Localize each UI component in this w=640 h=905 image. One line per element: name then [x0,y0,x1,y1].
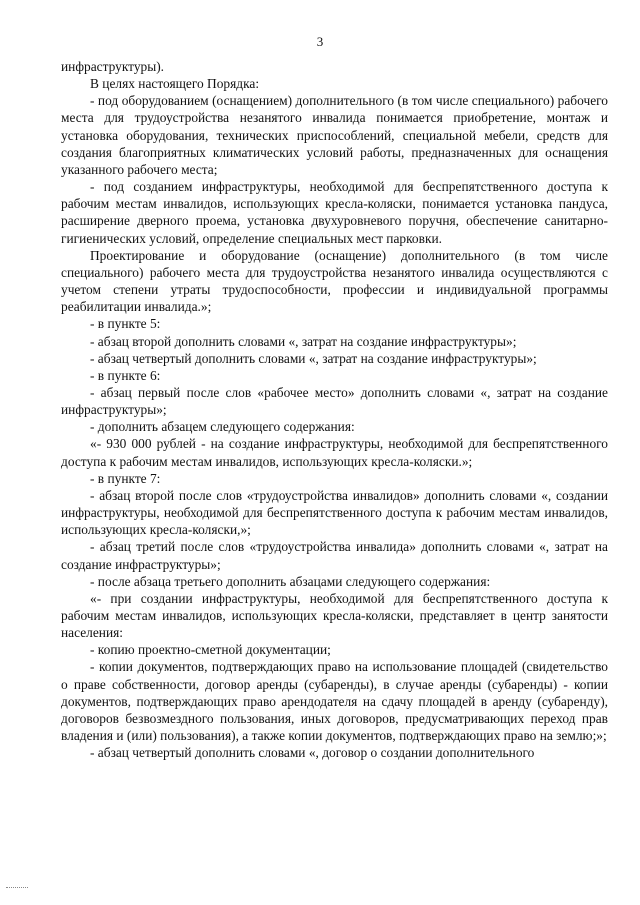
paragraph: - дополнить абзацем следующего содержания: [90,419,355,435]
document-body [61,58,608,761]
paragraph: инфраструктуры). [61,59,165,74]
paragraph: - в пункте 7: [90,470,161,486]
paragraph: - под оборудованием (оснащением) дополнительного (в том числе специального) рабочего места для трудоустройства незанятого инвалида понимается приобретение, монтаж и установка оборудования, технических приспособлений, специальной мебели, средств для создания благоприятных климатических условий работы, предназначенных для оснащения указанного рабочего места; [61,93,608,177]
paragraph: - абзац четвертый дополнить словами «, затрат на создание инфраструктуры»; [90,350,537,366]
paragraph: - под созданием инфраструктуры, необходимой для беспрепятственного доступа к рабочим местам инвалидов, использующих кресла-коляски, понимается установка пандуса, расширение дверного проема, установка двухуровневого поручня, обеспечение санитарно-гигиенических условий, определение специальных мест парковки. [61,179,608,246]
paragraph: - абзац второй дополнить словами «, затрат на создание инфраструктуры»; [90,333,517,349]
paragraph: Проектирование и оборудование (оснащение) дополнительного (в том числе специального) рабочего места для трудоустройства незанятого инвалида осуществляются с учетом степени утраты трудоспособности, профессии и индивидуальной программы реабилитации инвалида.»; [61,247,608,315]
paragraph: - абзац второй после слов «трудоустройства инвалидов» дополнить словами «, создании инфраструктуры, необходимой для беспрепятственного доступа к рабочим местам инвалидов, использующих кресла-коляски,»; [61,487,608,538]
paragraph: - абзац третий после слов «трудоустройства инвалида» дополнить словами «, затрат на создание инфраструктуры»; [61,539,608,572]
paragraph: - абзац четвертый дополнить словами «, договор о создании дополнительного [90,745,535,761]
paragraph: «- при создании инфраструктуры, необходимой для беспрепятственного доступа к рабочим местам инвалидов, использующих кресла-коляски, представляет в центр занятости населения: [61,590,608,641]
margin-mark [6,887,28,889]
page-number: 3 [316,34,324,49]
paragraph: - копию проектно-сметной документации; [90,642,331,658]
paragraph: - копии документов, подтверждающих право на использование площадей (свидетельство о праве собственности, договор аренды (субаренды), в случае аренды (субаренды) - копии документов, подтверждающих право арендодателя на сдачу площадей в аренду (субаренду), договоров безвозмездного пользования, иных договоров, предусматривающих переход прав владения и (или) пользования), а также копии документов, подтверждающих право на землю;»; [61,659,608,744]
paragraph: - после абзаца третьего дополнить абзацами следующего содержания: [90,573,491,589]
paragraph: - абзац первый после слов «рабочее место» дополнить словами «, затрат на создание инфраструктуры»; [61,384,608,418]
paragraph: В целях настоящего Порядка: [90,76,260,92]
paragraph: «- 930 000 рублей - на создание инфраструктуры, необходимой для беспрепятственного доступа к рабочим местам инвалидов, использующих кресла-коляски.»; [61,436,608,469]
paragraph: - в пункте 5: [90,316,161,332]
paragraph: - в пункте 6: [90,367,161,383]
